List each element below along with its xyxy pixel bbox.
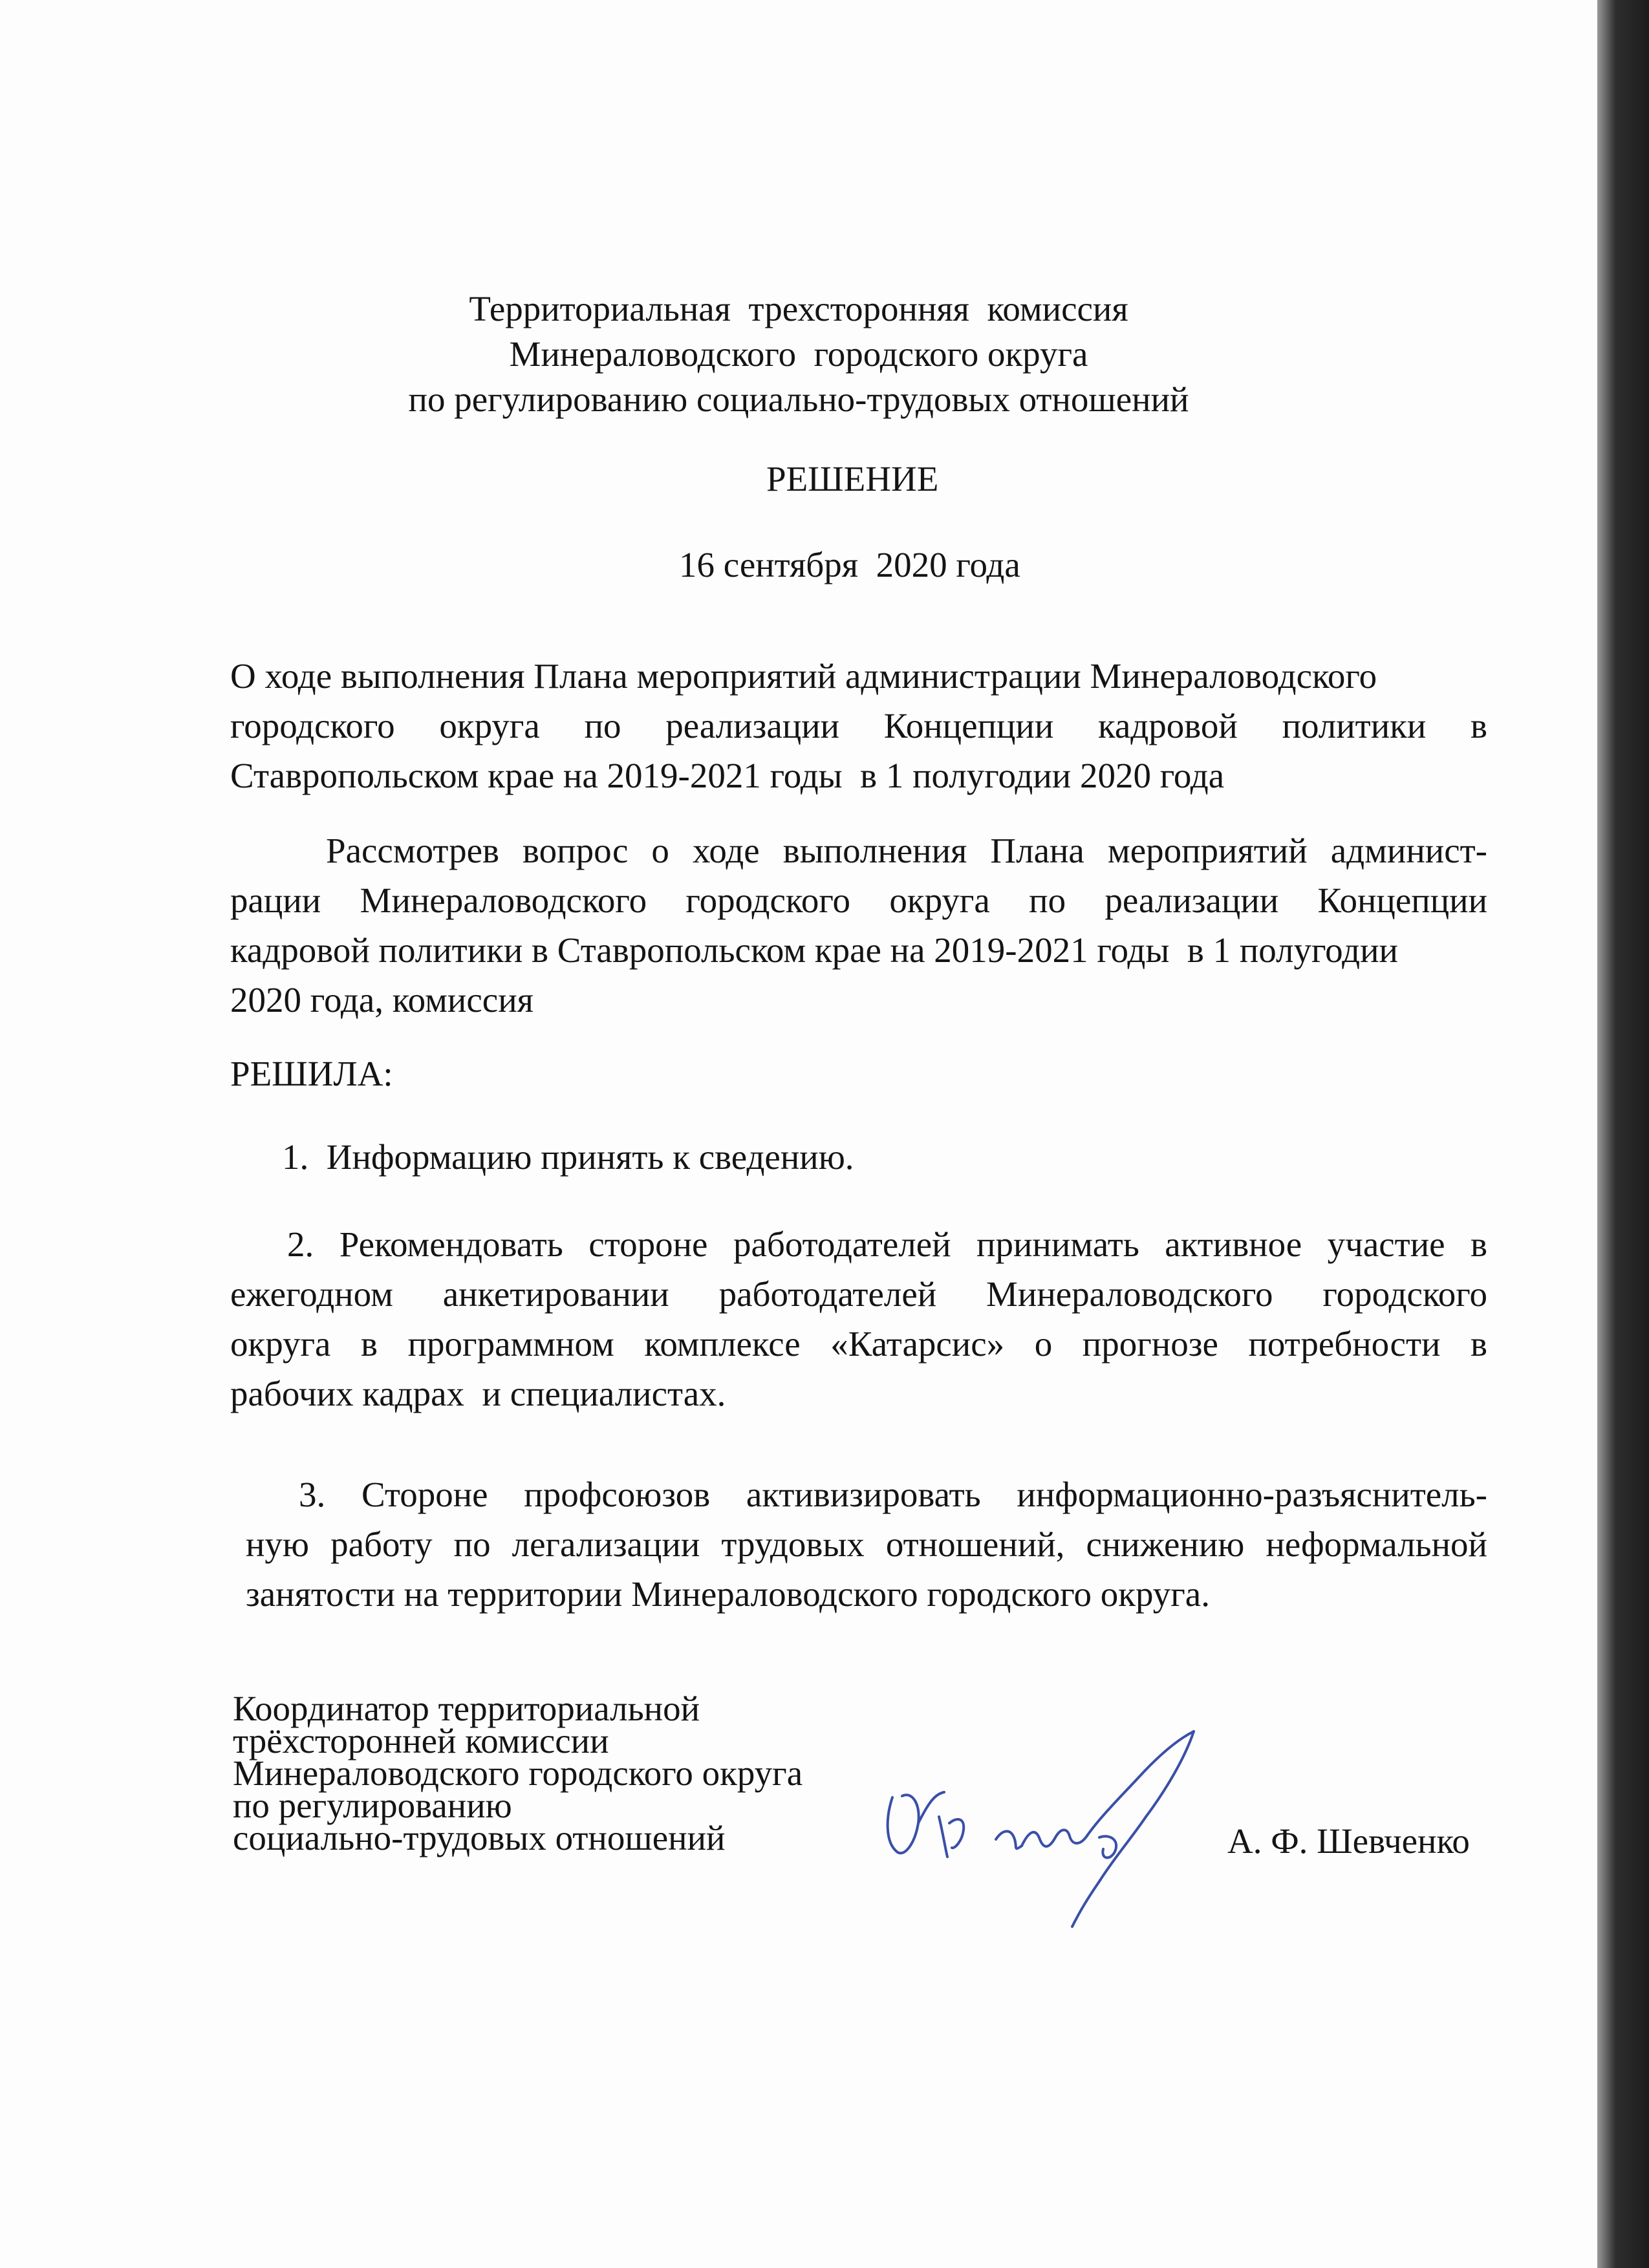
scan-edge [1597,0,1649,2268]
preamble-line-3: кадровой политики в Ставропольском крае на 2019-2021 годы в 1 полугодии [230,930,1398,970]
signatory-line-4: по регулированию [233,1786,512,1825]
item-3-line-3: занятости на территории Минераловодского городского округа. [246,1574,1210,1614]
signatory-name: А. Ф. Шевченко [1227,1821,1470,1861]
item-1: 1. Информацию принять к сведению. [282,1137,854,1177]
decided-label: РЕШИЛА: [230,1054,393,1093]
signatory-line-1: Координатор территориальной [233,1689,700,1728]
header-line-1: Территориальная трехсторонняя комиссия [469,289,1128,328]
document-title: РЕШЕНИЕ [766,459,939,498]
item-2-line-2: ежегодном анкетировании работодателей Минераловодского городского [230,1274,1487,1314]
item-3-line-2: ную работу по легализации трудовых отношений, снижению неформальной [246,1524,1487,1564]
preamble-line-4: 2020 года, комиссия [230,980,534,1020]
signatory-line-2: трёхсторонней комиссии [233,1721,609,1760]
signatory-line-5: социально-трудовых отношений [233,1818,726,1857]
preamble-line-2: рации Минераловодского городского округа по реализации Концепции [230,881,1487,920]
item-2-line-1: 2. Рекомендовать стороне работодателей принимать активное участие в [287,1225,1487,1264]
signatory-line-3: Минераловодского городского округа [233,1753,803,1793]
item-3-line-1: 3. Стороне профсоюзов активизировать информационно-разъяснитель- [299,1475,1487,1514]
subject-line-1: О ходе выполнения Плана мероприятий администрации Минераловодского [230,656,1377,696]
header-line-2: Минераловодского городского округа [509,334,1088,374]
document-date: 16 сентября 2020 года [679,545,1020,584]
subject-line-3: Ставропольском крае на 2019-2021 годы в 1 полугодии 2020 года [230,756,1225,795]
handwritten-signature [867,1720,1280,1933]
header-line-3: по регулированию социально-трудовых отношений [408,380,1189,419]
item-2-line-4: рабочих кадрах и специалистах. [230,1374,726,1413]
subject-line-2: городского округа по реализации Концепции кадровой политики в [230,706,1487,745]
preamble-line-1: Рассмотрев вопрос о ходе выполнения Плана мероприятий админист- [326,831,1487,870]
item-2-line-3: округа в программном комплексе «Катарсис» о прогнозе потребности в [230,1324,1487,1364]
